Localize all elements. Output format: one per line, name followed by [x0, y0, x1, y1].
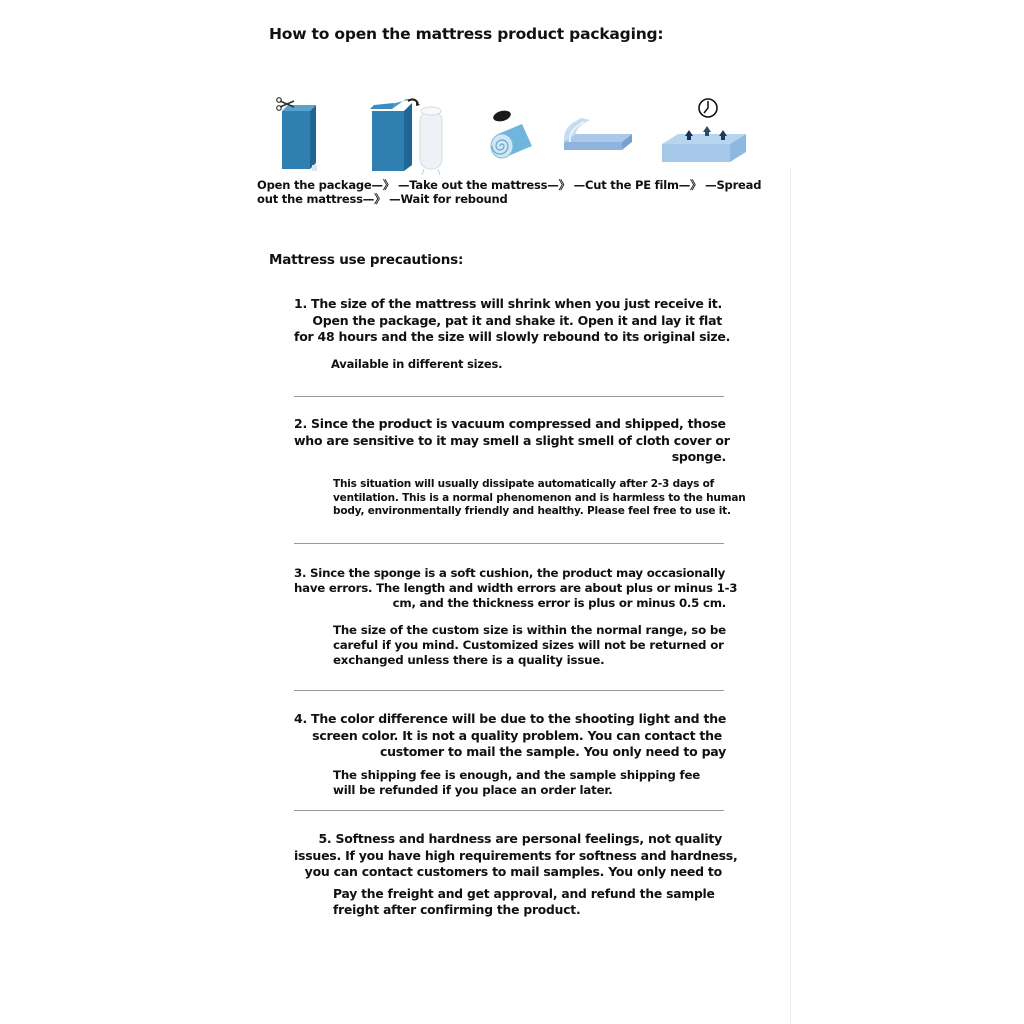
open-box-rolled-mattress-icon	[366, 95, 446, 177]
text-line: customer to mail the sample. You only need to pay	[379, 744, 726, 759]
rolled-mattress-icon	[484, 108, 534, 168]
text-line: cm, and the thickness error is plus or minus 0.5 cm.	[392, 596, 726, 610]
text-line: who are sensitive to it may smell a slight smell of cloth cover or	[294, 432, 730, 448]
text-line: freight after confirming the product.	[333, 903, 581, 917]
text-line: 2. Since the product is vacuum compressed and shipped, those	[294, 416, 726, 431]
text-line: body, environmentally friendly and healthy. Please feel free to use it.	[333, 505, 731, 517]
packaging-steps	[257, 178, 762, 206]
text-line: for 48 hours and the size will slowly rebound to its original size.	[294, 329, 731, 344]
steps-line-1: Open the package—》 —Take out the mattress—》 —Cut the PE film—》 —Spread	[257, 178, 762, 192]
text-line: This situation will usually dissipate automatically after 2-3 days of	[333, 478, 714, 490]
precaution-4-note	[333, 768, 700, 798]
text-line: Available in different sizes.	[331, 357, 503, 371]
precaution-1-main	[294, 296, 731, 346]
scissors-box-icon	[276, 95, 322, 175]
text-line: 5. Softness and hardness are personal feelings, not quality	[318, 831, 722, 846]
precaution-1-note	[331, 357, 502, 372]
text-line: Open the package, pat it and shake it. Open it and lay it flat	[312, 312, 722, 328]
text-line: have errors. The length and width errors are about plus or minus 1-3	[294, 581, 738, 595]
steps-line-2: out the mattress—》 —Wait for rebound	[257, 192, 508, 206]
cut-film-icon	[556, 112, 636, 164]
text-line: The size of the custom size is within the normal range, so be	[333, 623, 726, 637]
text-line: screen color. It is not a quality problem. You can contact the	[312, 727, 722, 743]
text-line: will be refunded if you place an order later.	[333, 783, 613, 797]
precaution-2-note	[333, 478, 746, 519]
clock-icon	[699, 99, 717, 117]
text-line: exchanged unless there is a quality issue.	[333, 653, 605, 667]
text-line: careful if you mind. Customized sizes will not be returned or	[333, 638, 724, 652]
text-line: Pay the freight and get approval, and refund the sample	[333, 887, 715, 901]
section-divider	[294, 810, 724, 811]
section-divider	[294, 396, 724, 397]
text-line: issues. If you have high requirements for softness and hardness,	[294, 847, 738, 863]
packaging-title: How to open the mattress product packaging:	[269, 25, 664, 43]
text-line: 3. Since the sponge is a soft cushion, the product may occasionally	[294, 566, 726, 580]
precautions-title: Mattress use precautions:	[269, 252, 464, 268]
section-divider	[294, 543, 724, 544]
text-line: 4. The color difference will be due to the shooting light and the	[294, 711, 727, 726]
rebound-clock-icon	[660, 96, 750, 172]
precaution-2-main	[294, 416, 730, 466]
precaution-5-note	[333, 886, 715, 918]
text-line: The shipping fee is enough, and the sample shipping fee	[333, 768, 701, 782]
precaution-3-main	[294, 566, 738, 611]
text-line: sponge.	[671, 449, 726, 464]
precaution-4-main	[294, 711, 726, 761]
text-line: ventilation. This is a normal phenomenon and is harmless to the human	[333, 491, 746, 504]
precaution-5-main	[294, 831, 738, 881]
section-divider	[294, 690, 724, 691]
text-line: 1. The size of the mattress will shrink when you just receive it.	[294, 296, 723, 311]
vertical-divider	[790, 168, 791, 1024]
precaution-3-note	[333, 623, 726, 668]
text-line: you can contact customers to mail samples. You only need to	[304, 864, 722, 879]
